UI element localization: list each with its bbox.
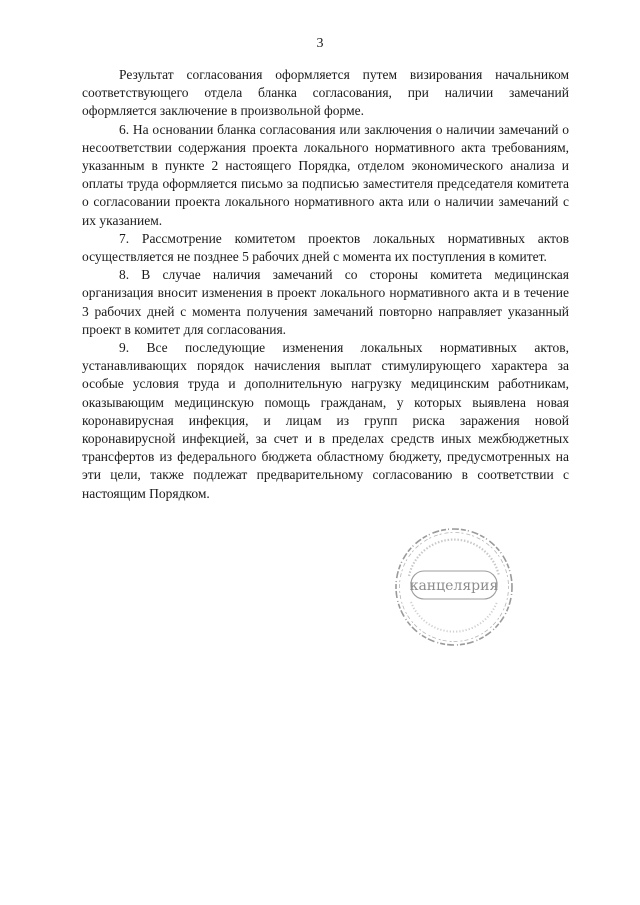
paragraph-item-7: 7. Рассмотрение комитетом проектов локальных нормативных актов осуществляется не позднее 5 рабочих дней с момента их поступления в комитет. — [82, 230, 569, 265]
office-stamp — [391, 524, 517, 650]
page-number: 3 — [316, 36, 324, 51]
paragraph-approval-result: Результат согласования оформляется путем визирования начальником соответствующего отдела бланка согласования, при наличии замечаний оформляется заключение в произвольной форме. — [82, 67, 569, 119]
stamp-text: канцелярия — [409, 578, 499, 594]
paragraph-item-8: 8. В случае наличия замечаний со стороны комитета медицинская организация вносит изменения в проект локального нормативного акта и в течение 3 рабочих дней с момента получения замечаний повторно направляет указанный проект в комитет для согласования. — [82, 267, 569, 337]
paragraph-item-9: 9. Все последующие изменения локальных нормативных актов, устанавливающих порядок начисления выплат стимулирующего характера за особые условия труда и дополнительную нагрузку медицинским работникам, оказывающим медицинскую помощь гражданам, у которых выявлена новая коронавирусная инфекция, и лицам из групп риска заражения новой коронавирусной инфекцией, за счет и в пределах средств иных межбюджетных трансфертов из федерального бюджета областному бюджету, предусмотренных на эти цели, также подлежат предварительному согласованию в соответствии с настоящим Порядком. — [82, 340, 569, 501]
stamp-seal-icon — [391, 524, 517, 650]
paragraph-item-6: 6. На основании бланка согласования или заключения о наличии замечаний о несоответствии содержания проекта локального нормативного акта требованиям, указанным в пункте 2 настоящего Порядка, отделом экономического анализа и оплаты труда оформляется письмо за подписью заместителя председателя комитета о согласовании проекта локального нормативного акта или о наличии замечаний с их указанием. — [82, 121, 569, 228]
document-body — [82, 66, 569, 503]
